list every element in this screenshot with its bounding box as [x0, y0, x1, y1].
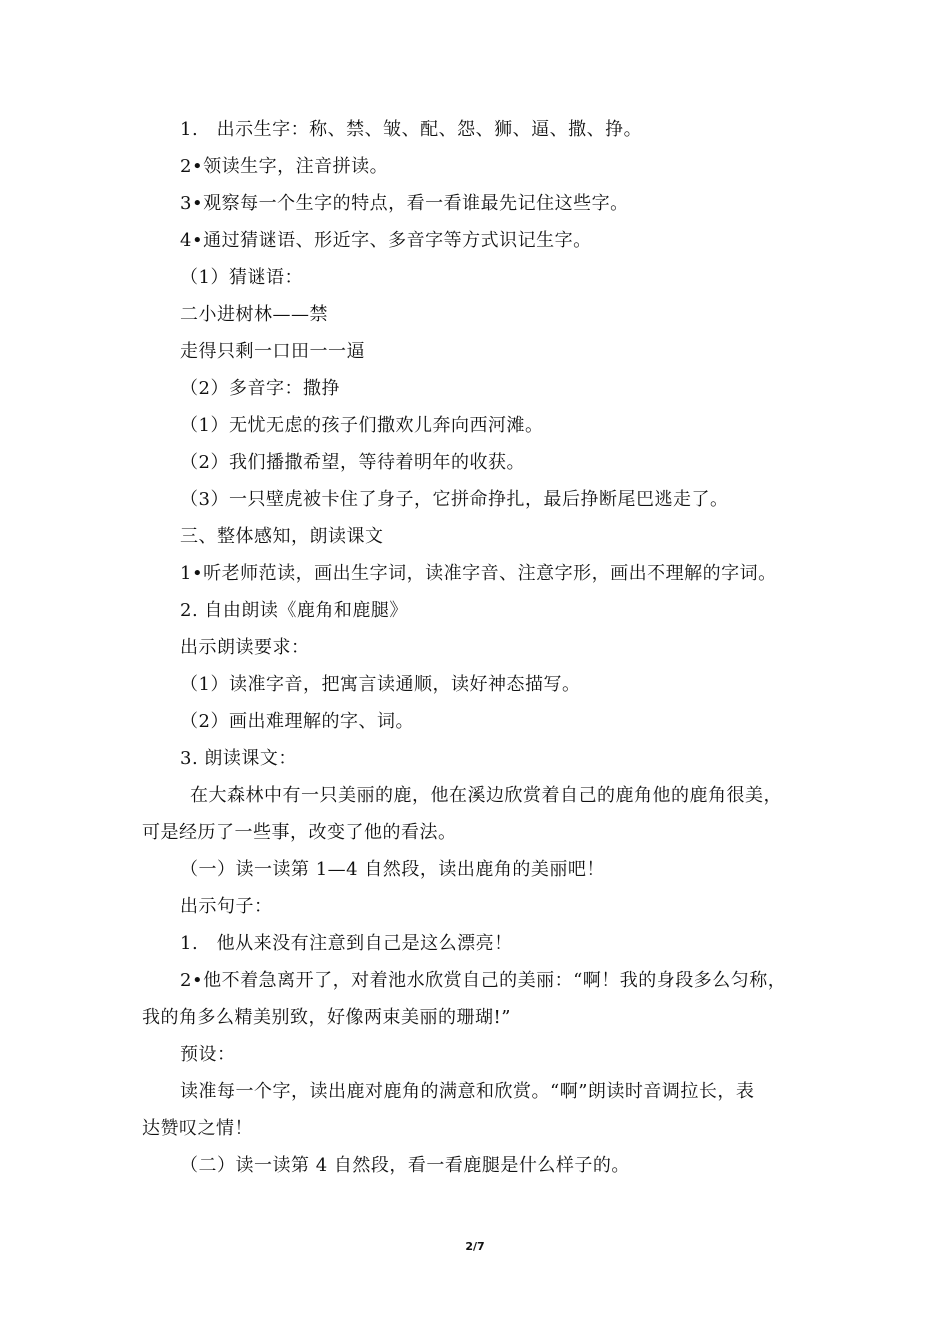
text-line: 1. 他从来没有注意到自己是这么漂亮！ — [180, 933, 513, 954]
page-number: 2/7 — [465, 1240, 485, 1253]
text-line: （1）猜谜语： — [180, 267, 303, 288]
text-line: 4•通过猜谜语、形近字、多音字等方式识记生字。 — [180, 230, 592, 251]
text-line: （1）读准字音，把寓言读通顺，读好神态描写。 — [180, 674, 581, 695]
text-line: 2•领读生字，注音拼读。 — [180, 156, 389, 177]
text-line: 走得只剩一口田一一逼 — [180, 341, 365, 362]
text-line: （2）我们播撒希望，等待着明年的收获。 — [180, 452, 525, 473]
text-line: 出示朗读要求： — [180, 637, 310, 658]
text-line: （二）读一读第 4 自然段，看一看鹿腿是什么样子的。 — [180, 1155, 630, 1176]
text-line: 二小进树林——禁 — [180, 304, 328, 325]
text-line: （2）多音字：撒挣 — [180, 378, 340, 399]
text-line: 1. 出示生字：称、禁、皱、配、怨、狮、逼、撒、挣。 — [180, 119, 643, 140]
text-line: 3. 朗读课文： — [180, 748, 297, 769]
text-line: （2）画出难理解的字、词。 — [180, 711, 414, 732]
paragraph-line: 可是经历了一些事，改变了他的看法。 — [142, 822, 457, 843]
text-line: （3）一只壁虎被卡住了身子，它拼命挣扎，最后挣断尾巴逃走了。 — [180, 489, 729, 510]
text-line: （1）无忧无虑的孩子们撒欢儿奔向西河滩。 — [180, 415, 544, 436]
text-line: 出示句子： — [180, 896, 273, 917]
paragraph-line: 读准每一个字，读出鹿对鹿角的满意和欣赏。“啊”朗读时音调拉长，表 — [180, 1081, 755, 1102]
text-line: 预设： — [180, 1044, 236, 1065]
section-heading: 三、整体感知，朗读课文 — [180, 526, 384, 547]
paragraph-line: 我的角多么精美别致，好像两束美丽的珊瑚!” — [142, 1007, 511, 1028]
text-line: 2. 自由朗读《鹿角和鹿腿》 — [180, 600, 408, 621]
text-line: 3•观察每一个生字的特点，看一看谁最先记住这些字。 — [180, 193, 629, 214]
text-line: 1•听老师范读，画出生字词，读准字音、注意字形，画出不理解的字词。 — [180, 563, 777, 584]
paragraph-line: 在大森林中有一只美丽的鹿，他在溪边欣赏着自己的鹿角他的鹿角很美， — [190, 785, 782, 806]
paragraph-line: 2•他不着急离开了，对着池水欣赏自己的美丽：“啊！我的身段多么匀称， — [180, 970, 787, 991]
text-line: （一）读一读第 1—4 自然段，读出鹿角的美丽吧！ — [180, 859, 605, 880]
paragraph-line: 达赞叹之情！ — [142, 1118, 253, 1139]
